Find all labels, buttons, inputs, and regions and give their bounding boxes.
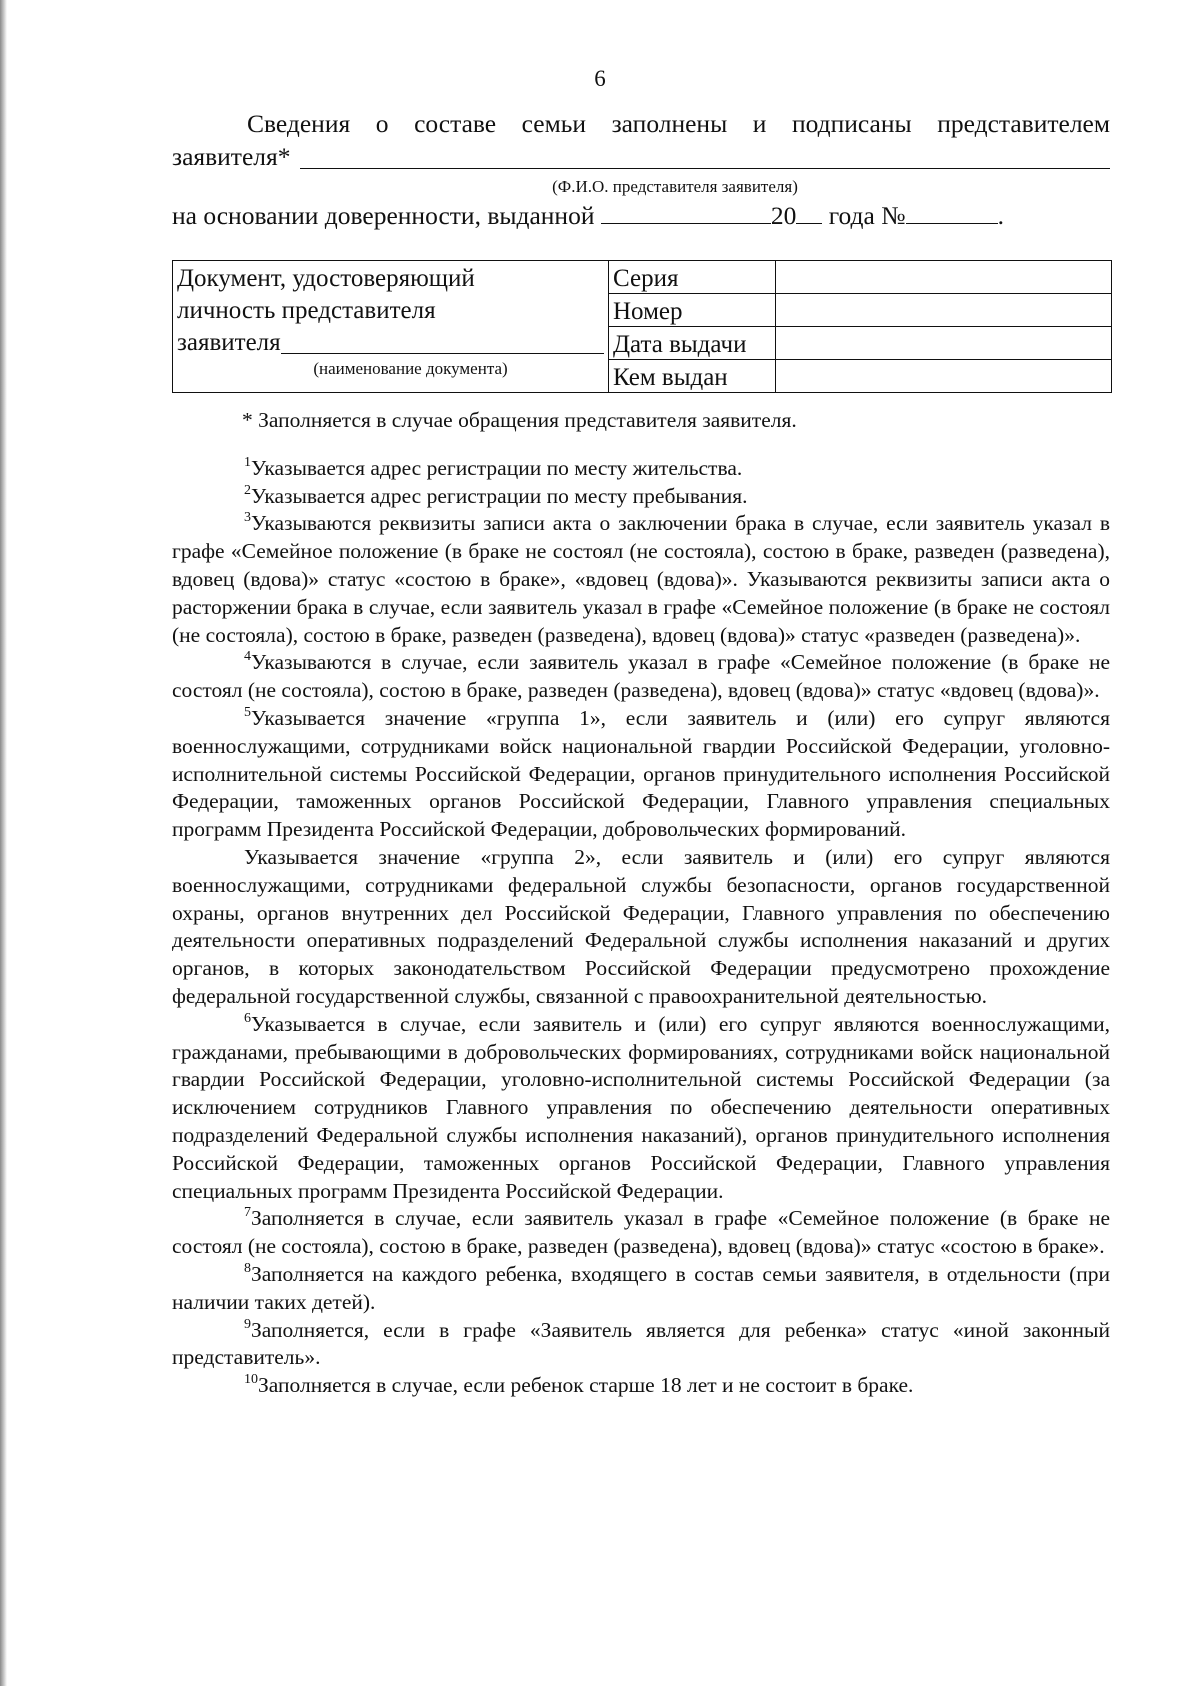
footnote: $^9$Заполняется, если в графе «Заявитель является для ребенка» статус «иной законный представитель». — [172, 1316, 1110, 1370]
proxy-end: . — [997, 201, 1004, 230]
series-value-cell[interactable] — [776, 261, 1112, 294]
footnote: $^1$Указывается адрес регистрации по месту жительства. — [244, 454, 743, 480]
footnote: $^2$Указывается адрес регистрации по месту пребывания. — [244, 482, 748, 508]
applicant-label: заявителя* — [172, 142, 291, 171]
footnote: $^8$Заполняется на каждого ребенка, входящего в состав семьи заявителя, в отдельности (при наличии таких детей). — [172, 1260, 1110, 1314]
row-label-number: Номер — [609, 294, 776, 327]
star-note: * Заполняется в случае обращения представителя заявителя. — [242, 408, 797, 432]
row-label-issued-by: Кем выдан — [609, 360, 776, 393]
document-line-3: заявителя — [177, 329, 281, 356]
document-line-1: Документ, удостоверяющий — [177, 265, 475, 292]
issue-date-value-cell[interactable] — [776, 327, 1112, 360]
scan-edge — [0, 0, 7, 1686]
proxy-line — [172, 199, 1110, 231]
document-name-field[interactable] — [281, 327, 604, 354]
footnote: $^3$Указываются реквизиты записи акта о заключении брака в случае, если заявитель указал в графе «Семейное положение (в браке не состоял (не состояла), состою в браке, разведен (разведена), вдовец (вдова)» статус «состою в браке», «вдовец (вдова)». Указываются реквизиты записи акта о расторжении брака в случае, если заявитель указал в графе «Семейное положение (в браке не состоял (не состояла), состою в браке, разведен (разведена), вдовец (вдова)» статус «разведен (разведена)». — [172, 510, 1110, 647]
document-line-2: личность представителя — [177, 297, 436, 324]
document-description-cell — [173, 261, 609, 393]
number-value-cell[interactable] — [776, 294, 1112, 327]
applicant-line — [172, 142, 1110, 172]
footnote: $^5$Указывается значение «группа 1», если заявитель и (или) его супруг являются военнослужащими, сотрудниками войск национальной гвардии Российской Федерации, уголовно-исполнительной системы Российской Федерации, органов принудительного исполнения Российской Федерации, таможенных органов Российской Федерации, Главного управления специальных программ Президента Российской Федерации, добровольческих формирований. — [172, 704, 1110, 842]
document-caption: (наименование документа) — [313, 359, 508, 378]
proxy-year: 20 — [770, 201, 797, 230]
identity-document-table — [172, 260, 1112, 393]
proxy-suffix: года № — [828, 201, 906, 230]
footnote: $^{10}$Заполняется в случае, если ребенок старше 18 лет и не состоит в браке. — [244, 1372, 914, 1398]
footnote: $^6$Указывается в случае, если заявитель и (или) его супруг являются военнослужащими, гражданами, пребывающими в добровольческих формированиях, сотрудниками войск национальной гвардии Российской Федерации, уголовно-исполнительной системы Российской Федерации (за исключением сотрудников Главного управления по обеспечению деятельности оперативных подразделений Федеральной службы исполнения наказаний), органов принудительного исполнения Российской Федерации, таможенных органов Российской Федерации, Главного управления специальных программ Президента Российской Федерации. — [172, 1010, 1110, 1203]
page-number: 6 — [594, 66, 606, 91]
footnote: $^4$Указываются в случае, если заявитель указал в графе «Семейное положение (в браке не состоял (не состояла), состою в браке, разведен (разведена), вдовец (вдова)» статус «вдовец (вдова)». — [172, 649, 1110, 703]
proxy-date-field[interactable] — [601, 199, 771, 224]
row-label-series: Серия — [609, 261, 776, 294]
proxy-prefix: на основании доверенности, выданной — [172, 201, 595, 230]
applicant-name-field[interactable] — [300, 142, 1110, 169]
issued-by-value-cell[interactable] — [776, 360, 1112, 393]
document-name-line — [177, 327, 604, 359]
footnote: Указывается значение «группа 2», если заявитель и (или) его супруг являются военнослужащими, сотрудниками федеральной службы безопасности, органов государственной охраны, органов внутренних дел Российской Федерации, Главного управления по обеспечению деятельности оперативных подразделений Федеральной службы исполнения наказаний и других органов, в которых законодательством Российской Федерации предусмотрено прохождение федеральной государственной службы, связанной с правоохранительной деятельностью. — [172, 844, 1110, 1008]
row-label-issue-date: Дата выдачи — [609, 327, 776, 360]
intro-paragraph: Сведения о составе семьи заполнены и подписаны представителем — [247, 109, 1110, 138]
applicant-caption: (Ф.И.О. представителя заявителя) — [552, 177, 798, 196]
footnote: $^7$Заполняется в случае, если заявитель указал в графе «Семейное положение (в браке не состоял (не состояла), состою в браке, разведен (разведена), вдовец (вдова)» статус «состою в браке». — [172, 1205, 1110, 1259]
proxy-year-field[interactable] — [796, 199, 822, 224]
footnotes — [172, 407, 1110, 1400]
proxy-number-field[interactable] — [906, 199, 998, 224]
